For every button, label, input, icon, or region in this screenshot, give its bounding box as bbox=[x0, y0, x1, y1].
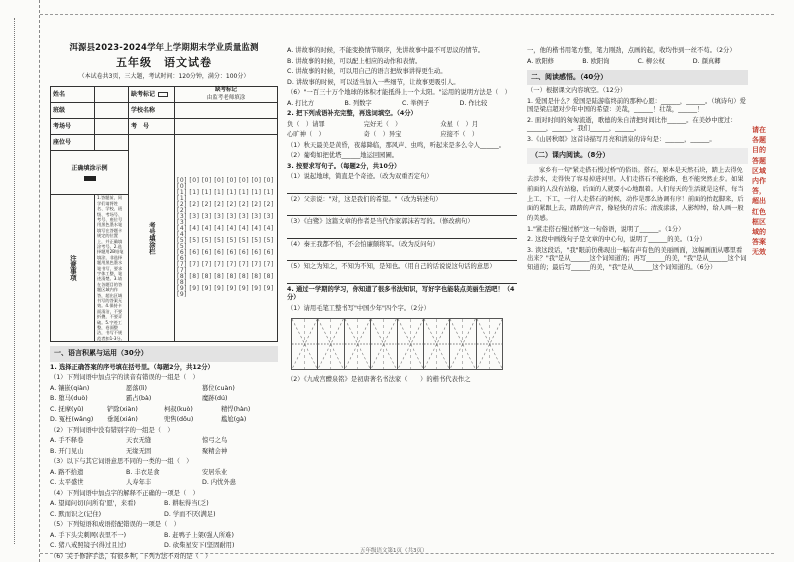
notice-text: 1.答题前，同学们请将姓名、学校、班级、考场号、考号、座位号用黑色墨水笔填写在答题卡规定的位置上，并正确填涂考号。2.选择题用2B铅笔填涂，非选择题用黑色墨水笔书写，要求字体工整，笔迹清楚。3.请在各题目的答题区域内作答，超出区域书写的答案无效。4.保持卡面清洁，不要折叠，不要弄破。5.字迹工整，卷面整洁，书写不规范者扣1-3分。 bbox=[95, 195, 129, 342]
exam-id-field[interactable] bbox=[175, 119, 278, 135]
student-info-table bbox=[50, 86, 278, 342]
q1-2: （2）下列词语中没有错别字的一组是（ ） bbox=[50, 426, 174, 434]
q1-stem: 1. 选择正确答案的序号填在括号里。（每题2分，共12分） bbox=[50, 363, 214, 371]
q-option-b[interactable]: B. 讲故事的时候，可以配上相应的动作和表情。 bbox=[287, 57, 422, 65]
column-2 bbox=[287, 45, 517, 385]
exam-subtitle: 五年级 语文试卷 bbox=[116, 56, 212, 70]
reading-1-1[interactable]: 1. 爱国是什么？爱国是陆游临终前的那种心愿：______，______。（填诗句）爱国是梁启超对少年中国的希望：美哉，______！壮哉，______！ bbox=[527, 97, 746, 114]
seat-label: 座位号 bbox=[51, 135, 95, 151]
q1-1-c[interactable]: C. 抚摩(yǔ) 铲除(xiàn) 柯叔(kuò) 精悍(hàn) bbox=[50, 405, 251, 413]
q-option-a[interactable]: A. 讲故事的时候，不能变换情节顺序，先讲故事中最不可思议的情节。 bbox=[287, 47, 485, 54]
q1-2-a[interactable]: A. 手不释卷 天衣无缝 惊弓之鸟 bbox=[50, 437, 228, 445]
reading-2-q1[interactable]: 1."紧走搭石慢过桥"这一句俗语，说明了______。（1分） bbox=[527, 225, 685, 233]
q1-3: （3）以下与其它词语意思不同的一类的一组（ ） bbox=[50, 458, 193, 466]
q3-3: （3）《白鹭》这篇文章的作者是当代作家郭沫若写的。（修改病句） bbox=[287, 218, 474, 225]
grid-cell[interactable] bbox=[292, 319, 318, 369]
q1-3-a[interactable]: A. 路不拾遗 B. 丰衣足食 安居乐业 bbox=[50, 468, 228, 476]
column-3 bbox=[527, 45, 748, 272]
calligraphy-grid[interactable] bbox=[291, 318, 503, 370]
class-label: 班级 bbox=[51, 103, 95, 119]
q3-stem: 3. 按要求写句子。（每题2分，共10分） bbox=[287, 162, 401, 170]
reading-1-2[interactable]: 2. 面对时间的匆匆流逝，歌德的朱自清把时间比作______。在美妙中度过：______，______。我们______，______。 bbox=[527, 116, 737, 133]
q3-2-answer-line[interactable] bbox=[287, 206, 517, 216]
reading-passage: 家乡有一句"紧走搭石慢过桥"的俗语。搭石，原本是天然石块，踏上去得免去涉水，走得快了容易掉进河里。人们走搭石不能抢路，也不能突然止步。如果前面的人没有站稳，后面的人就要小心地跟着。人们每天的生活就是这样，每当上工、下工，一行人走搭石的时候，动作是那么协调有序！前面的抬起脚来，后面的紧跟上去，踏踏的声音，像轻快的音乐；清波漾漾，人影绰绰，给人画一般的美感。 bbox=[527, 166, 744, 222]
exam-note: （本试卷共3页，三大题，考试时间：120分钟，满分：100分） bbox=[78, 73, 250, 81]
q1-6b: （6）"一百三十万个地球的体积才能抵得上一个太阳。"运用的说明方法是（ ） bbox=[287, 89, 511, 96]
missing-mark-label: 缺考标记 bbox=[129, 87, 175, 103]
q2-idioms-1[interactable]: 负（ ）请罪 完好无（ ） 众星（ ）月 bbox=[287, 120, 479, 128]
q1-5-a[interactable]: A. 手下头尖刺网(表里不一) B. 赶鸭子上架(强人所难) bbox=[50, 531, 234, 539]
exam-room-field[interactable] bbox=[95, 119, 129, 135]
reading-2-q2[interactable]: 2. 这段中画线句子是文章的中心句，说明了______的美。（1分） bbox=[527, 236, 706, 244]
section-2-header: 二、阅读感悟。（40分） bbox=[527, 70, 748, 85]
column-1 bbox=[50, 42, 278, 561]
correct-fill-example: 正确填涂示例 bbox=[51, 151, 129, 195]
q3-2: （2）父亲说："对，这是我们的希望。"（改为转述句） bbox=[287, 195, 442, 203]
q1-4-b[interactable]: C. 默而识之(记住) D. 学而不厌(满足) bbox=[50, 510, 216, 518]
q4-2-options[interactable]: A. 欧阳修 B. 欧阳询 C. 柳公权 D. 颜真卿 bbox=[527, 57, 721, 65]
class-field[interactable] bbox=[95, 103, 129, 119]
q3-1: （1）说起地球，简直是个奇迹。（改为双重否定句） bbox=[287, 173, 433, 180]
q1-5-b[interactable]: C. 猪八戒照镜子(得过且过) D. 砍柴星安下(坚固耐用) bbox=[50, 542, 235, 550]
grid-cell[interactable] bbox=[450, 319, 476, 369]
name-label: 姓名 bbox=[51, 87, 95, 103]
q4-2-cont: 一，他的楷书用笔方整，笔力刚劲，点画的起，收均作到一丝不苟。（2分） bbox=[527, 47, 736, 54]
q3-4: （4）秦王我都不怕，不会怕廉颇将军。（改为反问句） bbox=[287, 240, 439, 248]
grid-cell[interactable] bbox=[398, 319, 424, 369]
q2-idioms-2[interactable]: 心旷神（ ） 奇（ ）异宝 应接不（ ） bbox=[287, 131, 479, 138]
top-cut-line bbox=[40, 14, 774, 15]
reading-2-q3[interactable]: 3. 读这段话，"我"眼前仿佛现出一幅有声有色的美丽画面，这幅画面从哪里看出来？"我"是从______这个词知道的；再写______的美，"我"是从______这个词知道的；最后写______的美，"我"是从______这个词知道的。（6分） bbox=[527, 246, 747, 271]
q-option-d[interactable]: D. 讲故事的时候，可以适当加入一些细节，让故事更吸引人。 bbox=[287, 78, 460, 86]
answer-region-warning: 请在各题目的答题区域内作答，超出红色框区域的答案无效 bbox=[752, 126, 766, 257]
q4-1: （1）请用毛笔工整书写"中国少年"四个字。（2分） bbox=[287, 304, 430, 312]
reading-1-stem: （一）根据课文内容填空。（12分） bbox=[527, 87, 627, 95]
q2-1[interactable]: （1）秋天最美是黄昏，夜幕降临，那风声、虫鸣，听起来是多么令人______。 bbox=[287, 141, 506, 149]
grid-cell[interactable] bbox=[424, 319, 450, 369]
binding-strip bbox=[0, 0, 40, 562]
fill-column-label: 考号填涂栏 bbox=[129, 135, 175, 342]
school-field[interactable] bbox=[175, 103, 278, 119]
exam-room-label: 考场号 bbox=[51, 119, 95, 135]
grid-cell[interactable] bbox=[371, 319, 397, 369]
q1-5: （5）下列短语和成语搭配错误的一项是（ ） bbox=[50, 521, 180, 529]
school-label: 学校名称 bbox=[129, 103, 175, 119]
page-footer: 五年级语文第1页（共3页） bbox=[360, 548, 428, 554]
q1-1-d[interactable]: D. 冤枉(wǎng) 垂涎(xián) 兜售(dōu) 尴尬(gà) bbox=[50, 416, 247, 424]
q1-1-a[interactable]: A. 镶嵌(qiàn) 愿落(lì) 篡位(cuàn) bbox=[50, 384, 235, 392]
q4-2: （2）《九成宫醴泉铭》是初唐著名书法家（ ）的楷书代表作之 bbox=[287, 376, 471, 383]
grid-cell[interactable] bbox=[318, 319, 344, 369]
missing-mark-box[interactable] bbox=[158, 92, 168, 97]
grid-cell[interactable] bbox=[477, 319, 502, 369]
reading-1-3[interactable]: 3.《山居秋暝》这首诗描写月亮和清泉的诗句是：______，______。 bbox=[527, 135, 716, 143]
q1-6: （6）关于修辞手法，有很多种，下列方法不对的是（ ） bbox=[50, 552, 212, 560]
reading-2-header: （二）课内阅读。（8分） bbox=[527, 148, 748, 163]
q1-4-a[interactable]: A. 望闻问切(问所有'愿'，来看) B. 耕耘得当(乏) bbox=[50, 500, 209, 508]
section-1-header: 一、语言积累与运用（30分） bbox=[50, 346, 278, 361]
q1-6b-options[interactable]: A. 打比方 B. 列数字 C. 举例子 D. 作比较 bbox=[287, 99, 488, 107]
q3-5-answer-line[interactable] bbox=[287, 274, 517, 284]
missing-mark-note: 缺考标记 由监考老师填涂 bbox=[175, 87, 278, 103]
name-field[interactable] bbox=[95, 87, 129, 103]
q1-1: （1）下列词语中加点字的读音有错误的一组是（ ） bbox=[50, 374, 199, 382]
q2-stem: 2. 把下列成语补充完整，再选词填空。（4分） bbox=[287, 110, 417, 117]
notice-label: 注意事项 bbox=[51, 195, 95, 342]
q-option-c[interactable]: C. 讲故事的时候，可以用自己的语言把故事讲得更生动。 bbox=[287, 68, 447, 75]
q4-stem: 4. 通过一学期的学习，你知道了很多书法知识，写好字也能装点美丽生活吧！（4分） bbox=[287, 285, 515, 301]
exam-id-bubble-grid[interactable]: [0] [0] [0] [0] [0] [0] [0] [0] [0] [1] [1] [1] [1] [1] [1] [1] [1] [1] [2] [2] [2] [2] [2] [2] [2] [2] [2] [3] [3] [3] [3] [3] [3] [3] [3] [3] [4] [4] [4] [4] [4] [4] [4] [4] [4] [5] [5] [5] [5] [5] [5] [5] [5] [5] [6] [6] [6] [6] [6] [6] [6] [6] [6] [7] [7] [7] [7] [7] [7] [7] [7] [7] [8] [8] [8] [8] [8] [8] [8] [8] [8] [9] [9] [9] [9] [9] [9] [9] [9] [9] bbox=[175, 135, 278, 342]
q3-5: （5）知之为知之，不知为不知，是知也。（用自己的话说说这句话的意思） bbox=[287, 263, 496, 270]
q3-4-answer-line[interactable] bbox=[287, 251, 517, 261]
seat-field[interactable] bbox=[95, 135, 129, 151]
grid-cell[interactable] bbox=[345, 319, 371, 369]
q1-2-b[interactable]: B. 开门见山 无缘无固 聚精会神 bbox=[50, 447, 228, 455]
q2-2[interactable]: （2）葡萄如把优塔______地运回园圃。 bbox=[287, 152, 399, 159]
exam-id-label: 考 号 bbox=[129, 119, 175, 135]
q1-1-b[interactable]: B. 堕马(duò) 霸占(bà) 魔跡(dú) bbox=[50, 395, 228, 403]
exam-title: 洱源县2023-2024学年上学期期末学业质量监测 bbox=[69, 42, 259, 52]
q1-3-b[interactable]: C. 太平盛世 人寿年丰 D. 内忧外患 bbox=[50, 479, 237, 487]
q3-1-answer-line[interactable] bbox=[287, 184, 517, 194]
filled-bubble-icon bbox=[84, 176, 96, 181]
q1-4: （4）下列词语中加点字的解释不正确的一项是（ ） bbox=[50, 489, 199, 497]
q3-3-answer-line[interactable] bbox=[287, 229, 517, 239]
